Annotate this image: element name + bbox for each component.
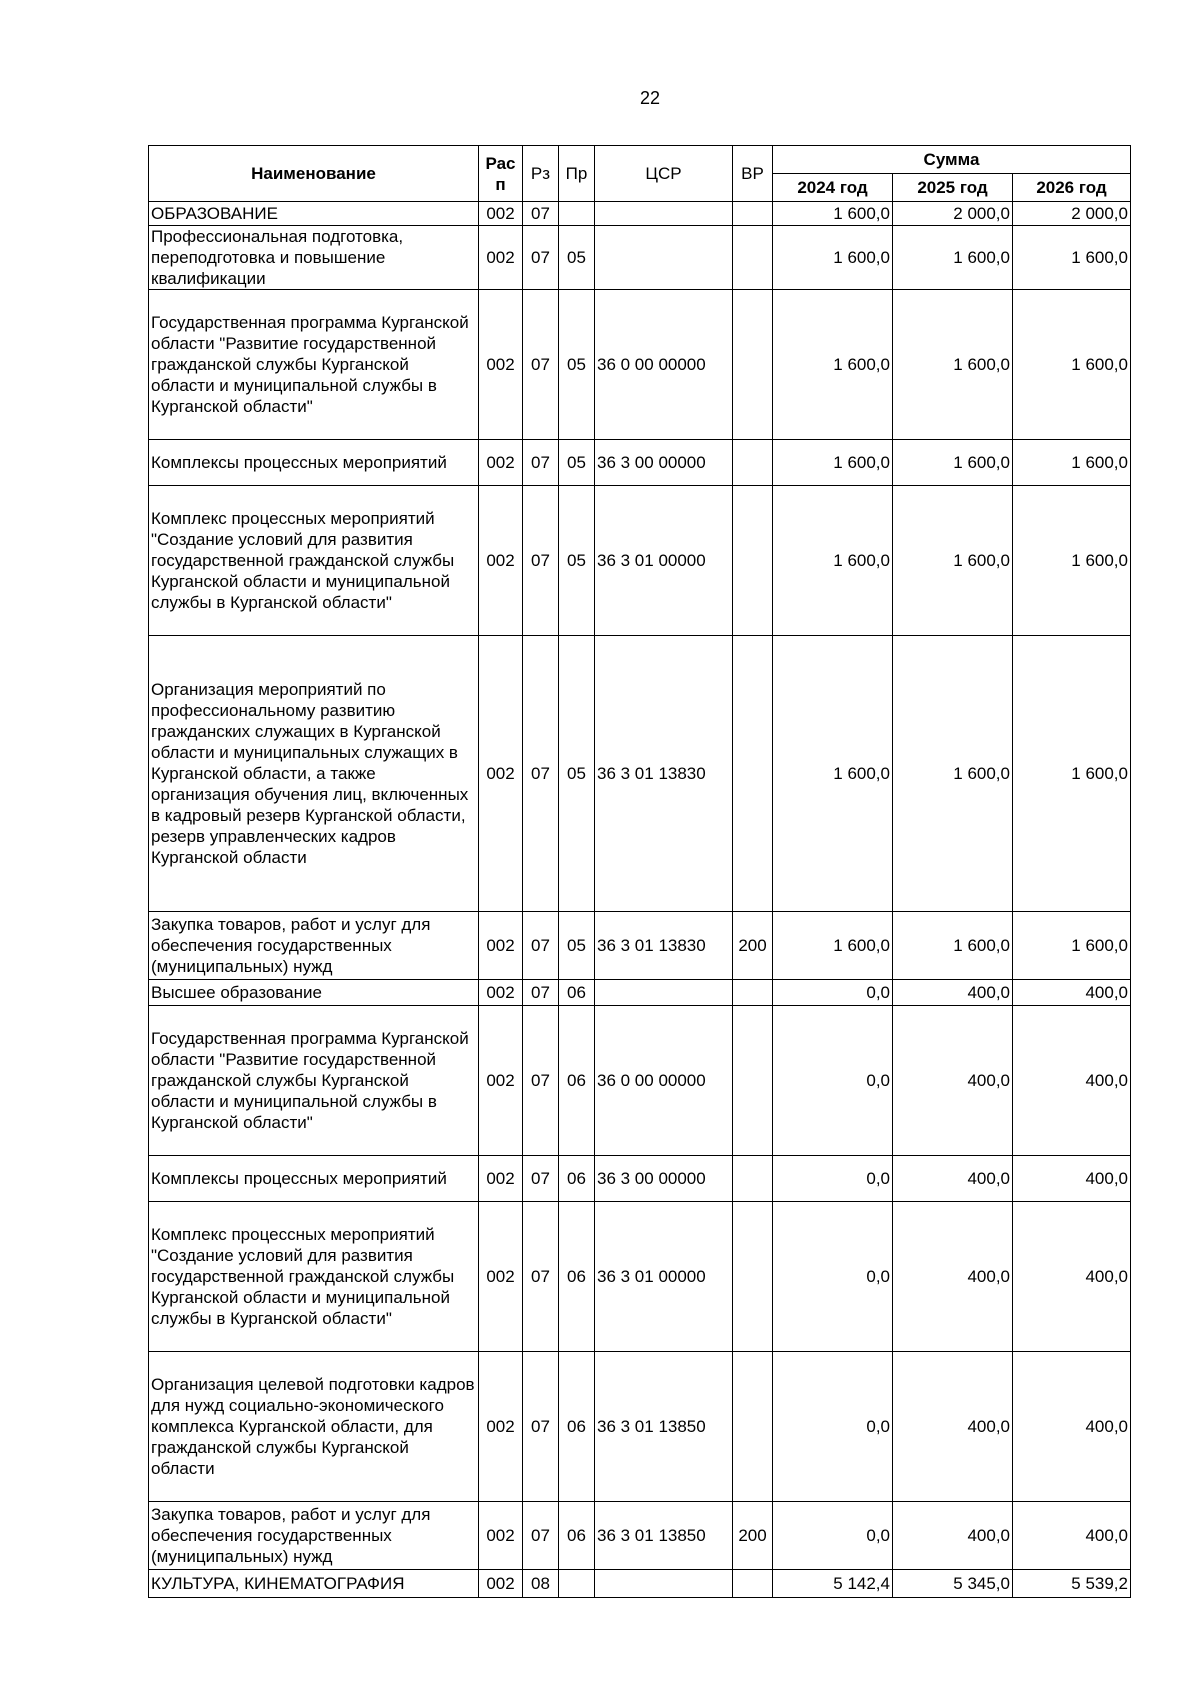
cell-rasp: 002 — [479, 202, 523, 226]
cell-csr: 36 3 00 00000 — [595, 440, 733, 486]
cell-2024: 5 142,4 — [773, 1570, 893, 1598]
cell-vr — [733, 290, 773, 440]
cell-2024: 1 600,0 — [773, 912, 893, 980]
cell-2025: 400,0 — [893, 1502, 1013, 1570]
cell-csr: 36 3 01 00000 — [595, 486, 733, 636]
cell-csr: 36 3 01 13850 — [595, 1502, 733, 1570]
cell-rasp: 002 — [479, 636, 523, 912]
cell-csr: 36 3 00 00000 — [595, 1156, 733, 1202]
cell-rasp: 002 — [479, 290, 523, 440]
cell-vr — [733, 486, 773, 636]
cell-rz: 07 — [523, 486, 559, 636]
cell-pr: 05 — [559, 486, 595, 636]
cell-2025: 400,0 — [893, 1006, 1013, 1156]
cell-2025: 400,0 — [893, 1202, 1013, 1352]
cell-pr: 06 — [559, 1352, 595, 1502]
cell-rasp: 002 — [479, 1006, 523, 1156]
cell-csr: 36 3 01 00000 — [595, 1202, 733, 1352]
cell-name: Комплекс процессных мероприятий "Создание условий для развития государственной гражданской службы Курганской области и муниципальной службы в Курганской области" — [149, 1202, 479, 1352]
cell-rasp: 002 — [479, 486, 523, 636]
cell-rz: 07 — [523, 202, 559, 226]
cell-csr — [595, 980, 733, 1006]
cell-2024: 0,0 — [773, 1202, 893, 1352]
cell-2025: 2 000,0 — [893, 202, 1013, 226]
cell-csr — [595, 226, 733, 290]
cell-2026: 1 600,0 — [1013, 226, 1131, 290]
cell-2026: 400,0 — [1013, 1006, 1131, 1156]
page-number: 22 — [639, 88, 661, 108]
table-row — [149, 1570, 1131, 1598]
budget-table — [148, 145, 1131, 1598]
cell-rz: 07 — [523, 440, 559, 486]
cell-vr — [733, 1570, 773, 1598]
cell-name: Профессиональная подготовка, переподготовка и повышение квалификации — [149, 226, 479, 290]
header-rasp: Рас п — [479, 146, 523, 202]
cell-2026: 400,0 — [1013, 1352, 1131, 1502]
cell-pr — [559, 1570, 595, 1598]
cell-vr — [733, 440, 773, 486]
header-vr: ВР — [733, 146, 773, 202]
cell-rz: 07 — [523, 1502, 559, 1570]
table-row — [149, 1202, 1131, 1352]
cell-vr — [733, 202, 773, 226]
cell-pr: 05 — [559, 440, 595, 486]
cell-2026: 400,0 — [1013, 1156, 1131, 1202]
table-row — [149, 980, 1131, 1006]
cell-rasp: 002 — [479, 226, 523, 290]
table-row — [149, 1006, 1131, 1156]
header-sum: Сумма — [773, 146, 1131, 174]
cell-vr: 200 — [733, 1502, 773, 1570]
cell-2024: 1 600,0 — [773, 440, 893, 486]
cell-2024: 1 600,0 — [773, 636, 893, 912]
cell-vr — [733, 636, 773, 912]
cell-rz: 08 — [523, 1570, 559, 1598]
cell-rasp: 002 — [479, 1570, 523, 1598]
cell-csr: 36 0 00 00000 — [595, 290, 733, 440]
cell-vr — [733, 1352, 773, 1502]
table-row — [149, 636, 1131, 912]
cell-rz: 07 — [523, 290, 559, 440]
cell-2024: 1 600,0 — [773, 290, 893, 440]
cell-2026: 1 600,0 — [1013, 290, 1131, 440]
cell-2026: 2 000,0 — [1013, 202, 1131, 226]
cell-vr — [733, 1156, 773, 1202]
cell-pr: 05 — [559, 636, 595, 912]
cell-2024: 0,0 — [773, 1006, 893, 1156]
cell-2026: 1 600,0 — [1013, 486, 1131, 636]
header-csr: ЦСР — [595, 146, 733, 202]
cell-pr: 06 — [559, 1156, 595, 1202]
table-row — [149, 202, 1131, 226]
cell-pr: 06 — [559, 980, 595, 1006]
cell-2025: 1 600,0 — [893, 636, 1013, 912]
cell-pr: 06 — [559, 1006, 595, 1156]
table-row — [149, 1352, 1131, 1502]
table-row — [149, 1502, 1131, 1570]
cell-pr: 05 — [559, 912, 595, 980]
cell-name: Комплексы процессных мероприятий — [149, 1156, 479, 1202]
table-row — [149, 440, 1131, 486]
cell-2025: 1 600,0 — [893, 486, 1013, 636]
cell-name: Комплекс процессных мероприятий "Создание условий для развития государственной гражданской службы Курганской области и муниципальной службы в Курганской области" — [149, 486, 479, 636]
cell-pr: 06 — [559, 1502, 595, 1570]
cell-2026: 1 600,0 — [1013, 912, 1131, 980]
cell-pr — [559, 202, 595, 226]
cell-2025: 400,0 — [893, 1352, 1013, 1502]
cell-vr — [733, 980, 773, 1006]
cell-name: Организация мероприятий по профессиональному развитию гражданских служащих в Курганской области и муниципальных служащих в Курганской области, а также организация обучения лиц, включенных в кадровый резерв Курганской области, резерв управленческих кадров Курганской области — [149, 636, 479, 912]
cell-2026: 400,0 — [1013, 1202, 1131, 1352]
cell-name: Государственная программа Курганской области "Развитие государственной гражданской службы Курганской области и муниципальной службы в Курганской области" — [149, 1006, 479, 1156]
cell-vr: 200 — [733, 912, 773, 980]
cell-2025: 1 600,0 — [893, 290, 1013, 440]
cell-2026: 400,0 — [1013, 980, 1131, 1006]
cell-csr — [595, 202, 733, 226]
cell-name: Высшее образование — [149, 980, 479, 1006]
cell-pr: 06 — [559, 1202, 595, 1352]
table-row — [149, 912, 1131, 980]
cell-name: КУЛЬТУРА, КИНЕМАТОГРАФИЯ — [149, 1570, 479, 1598]
cell-2024: 1 600,0 — [773, 486, 893, 636]
cell-rasp: 002 — [479, 1202, 523, 1352]
cell-2024: 1 600,0 — [773, 226, 893, 290]
header-pr: Пр — [559, 146, 595, 202]
cell-2026: 400,0 — [1013, 1502, 1131, 1570]
header-year-2026: 2026 год — [1013, 174, 1131, 202]
cell-name: Закупка товаров, работ и услуг для обеспечения государственных (муниципальных) нужд — [149, 912, 479, 980]
cell-rasp: 002 — [479, 912, 523, 980]
header-name: Наименование — [149, 146, 479, 202]
cell-csr: 36 0 00 00000 — [595, 1006, 733, 1156]
header-year-2025: 2025 год — [893, 174, 1013, 202]
header-year-2024: 2024 год — [773, 174, 893, 202]
header-rz: Рз — [523, 146, 559, 202]
cell-pr: 05 — [559, 226, 595, 290]
cell-rasp: 002 — [479, 980, 523, 1006]
cell-rasp: 002 — [479, 1502, 523, 1570]
cell-name: Закупка товаров, работ и услуг для обеспечения государственных (муниципальных) нужд — [149, 1502, 479, 1570]
cell-2024: 0,0 — [773, 1352, 893, 1502]
table-row — [149, 486, 1131, 636]
cell-rasp: 002 — [479, 1352, 523, 1502]
cell-rasp: 002 — [479, 1156, 523, 1202]
cell-pr: 05 — [559, 290, 595, 440]
table-row — [149, 226, 1131, 290]
table-row — [149, 290, 1131, 440]
cell-2025: 400,0 — [893, 980, 1013, 1006]
cell-2024: 1 600,0 — [773, 202, 893, 226]
cell-2024: 0,0 — [773, 1156, 893, 1202]
cell-2025: 5 345,0 — [893, 1570, 1013, 1598]
cell-name: Государственная программа Курганской области "Развитие государственной гражданской службы Курганской области и муниципальной службы в Курганской области" — [149, 290, 479, 440]
table-row — [149, 1156, 1131, 1202]
cell-2026: 1 600,0 — [1013, 636, 1131, 912]
cell-2024: 0,0 — [773, 1502, 893, 1570]
cell-2024: 0,0 — [773, 980, 893, 1006]
cell-csr: 36 3 01 13830 — [595, 636, 733, 912]
cell-vr — [733, 226, 773, 290]
cell-csr: 36 3 01 13850 — [595, 1352, 733, 1502]
cell-rz: 07 — [523, 636, 559, 912]
cell-vr — [733, 1202, 773, 1352]
cell-2026: 1 600,0 — [1013, 440, 1131, 486]
cell-csr — [595, 1570, 733, 1598]
cell-rasp: 002 — [479, 440, 523, 486]
cell-2025: 1 600,0 — [893, 440, 1013, 486]
cell-rz: 07 — [523, 1202, 559, 1352]
cell-name: ОБРАЗОВАНИЕ — [149, 202, 479, 226]
cell-csr: 36 3 01 13830 — [595, 912, 733, 980]
cell-vr — [733, 1006, 773, 1156]
cell-name: Организация целевой подготовки кадров для нужд социально-экономического комплекса Курганской области, для гражданской службы Курганской области — [149, 1352, 479, 1502]
cell-rz: 07 — [523, 1156, 559, 1202]
cell-2025: 400,0 — [893, 1156, 1013, 1202]
cell-rz: 07 — [523, 912, 559, 980]
cell-rz: 07 — [523, 226, 559, 290]
cell-2026: 5 539,2 — [1013, 1570, 1131, 1598]
cell-rz: 07 — [523, 1006, 559, 1156]
cell-name: Комплексы процессных мероприятий — [149, 440, 479, 486]
cell-2025: 1 600,0 — [893, 912, 1013, 980]
cell-rz: 07 — [523, 1352, 559, 1502]
cell-2025: 1 600,0 — [893, 226, 1013, 290]
cell-rz: 07 — [523, 980, 559, 1006]
